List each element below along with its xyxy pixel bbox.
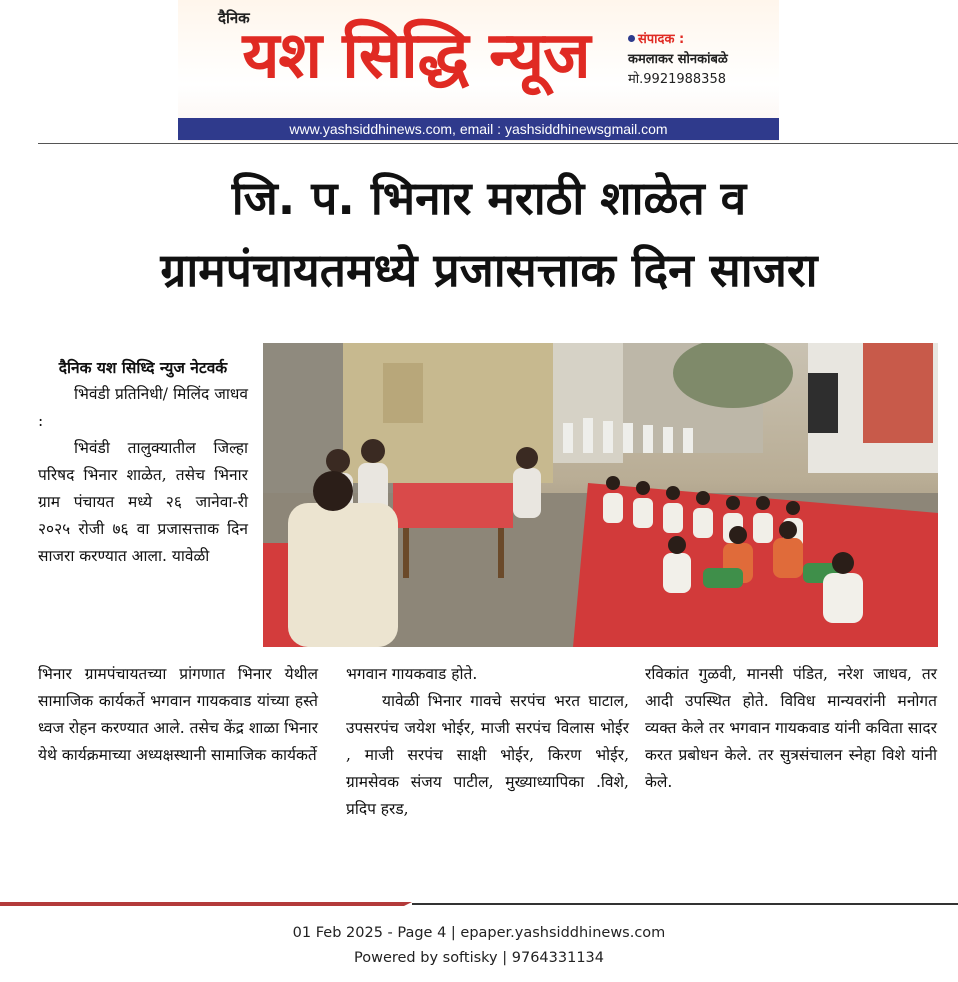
editor-label: संपादक :: [638, 32, 685, 47]
article-column-2-first-line: भगवान गायकवाड होते.: [346, 665, 478, 683]
masthead-title: यश सिद्धि न्यूज: [242, 19, 590, 93]
article-column-1-continued: [38, 661, 318, 769]
article-column-2: [346, 661, 629, 823]
footer-date-page: 01 Feb 2025 - Page 4 | epaper.yashsiddhinews.com: [292, 925, 666, 941]
masthead: [178, 0, 779, 141]
contact-strip: www.yashsiddhinews.com, email : yashsiddhinewsgmail.com: [178, 118, 779, 140]
article-paragraph-1: भिवंडी तालुक्यातील जिल्हा परिषद भिनार शाळेत, तसेच भिनार ग्राम पंचायत मध्ये २६ जानेवा-री २०२५ रोजी ७६ वा प्रजासत्ताक दिन साजरा करण्यात आला. यावेळी: [38, 439, 248, 565]
article-photo: [263, 343, 938, 647]
article-paragraph-1-continued: भिनार ग्रामपंचायतच्या प्रांगणात भिनार येथील सामाजिक कार्यकर्ते भगवान गायकवाड यांच्या हस्ते ध्वज रोहन करण्यात आले. तसेच केंद्र शाळा भिनार येथे कार्यक्रमाच्या अध्यक्षस्थानी सामाजिक कार्यकर्ते: [38, 665, 318, 764]
editor-phone: मो.9921988358: [628, 72, 726, 87]
editor-block: [628, 30, 728, 90]
article-headline: [20, 162, 958, 306]
masthead-daily-label: दैनिक: [218, 9, 250, 27]
article-paragraph-2: यावेळी भिनार गावचे सरपंच भरत घाटाल, उपसरपंच जयेश भोईर, माजी सरपंच विलास भोईर , माजी सरपंच साक्षी भोईर, किरण भोईर, ग्रामसेवक संजय पाटील, मुख्याध्यापिका .विशे, प्रदिप हरड,: [346, 692, 629, 818]
dateline: भिवंडी प्रतिनिधी/ मिलिंद जाधव :: [38, 385, 248, 430]
bullet-icon: [628, 35, 635, 42]
article-column-1: [38, 354, 248, 570]
headline-line-2: ग्रामपंचायतमध्ये प्रजासत्ताक दिन साजरा: [160, 243, 818, 297]
article-column-3: [645, 661, 937, 796]
headline-line-1: जि. प. भिनार मराठी शाळेत व: [231, 171, 747, 225]
footer-powered-by: Powered by softisky | 9764331134: [353, 950, 604, 966]
byline: दैनिक यश सिध्दि न्युज नेटवर्क: [58, 358, 228, 377]
bottom-divider: [0, 902, 958, 906]
article-paragraph-3: रविकांत गुळवी, मानसी पंडित, नरेश जाधव, तर आदी उपस्थित होते. विविध मान्यवरांनी मनोगत व्यक्त केले तर भगवान गायकवाड यांनी कविता सादर करत प्रबोधन केले. तर सुत्रसंचालन स्नेहा विशे यांनी केले.: [645, 665, 937, 791]
editor-name: कमलाकर सोनकांबळे: [628, 52, 728, 67]
top-divider: [38, 143, 958, 144]
